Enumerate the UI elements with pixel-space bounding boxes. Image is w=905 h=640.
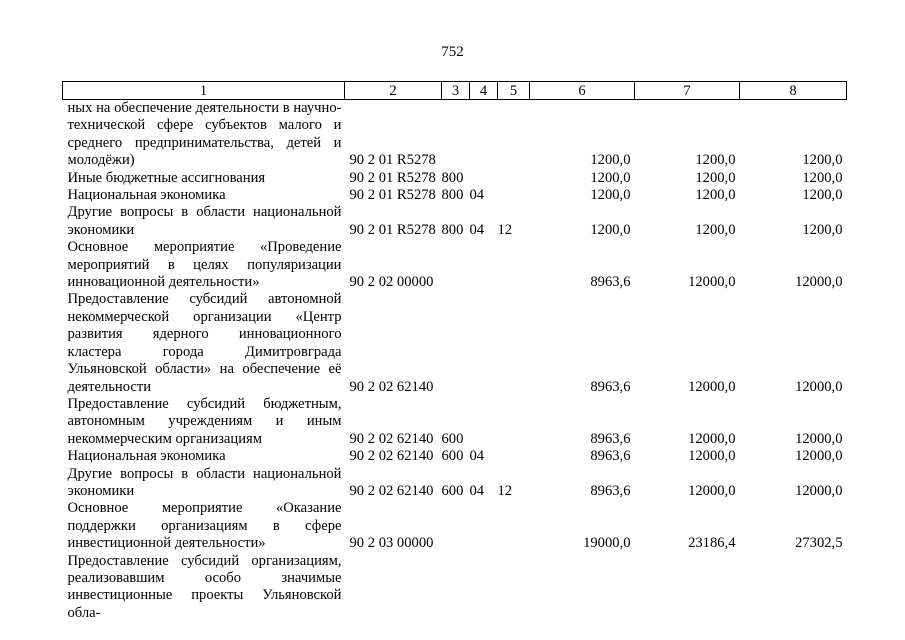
amount-year1-cell: 1200,0: [590, 187, 631, 204]
row-name-cell: Предоставление субсидий автономной некоммерческой организации «Центр развития ядерного инновационного кластера города Димитровграда Ульяновской области» на обеспечение её деятельности: [67, 291, 342, 395]
target-code-cell: 90 2 02 62140: [349, 430, 434, 447]
amount-year1-cell: 8963,6: [590, 430, 631, 447]
amount-year2-cell: 12000,0: [688, 448, 736, 465]
row-name-cell: Основное мероприятие «Проведение мероприятий в целях популяризации инновационной деятельности»: [67, 239, 342, 291]
table-body: [63, 100, 847, 623]
expense-group-cell: 600: [441, 448, 464, 465]
table-row: [63, 170, 847, 187]
amount-year1-cell: 1200,0: [590, 169, 631, 186]
section-cell: [470, 396, 498, 448]
table-row: [63, 553, 847, 623]
target-code-cell: 90 2 01 R5278: [349, 187, 436, 204]
subsection-cell: [498, 396, 530, 448]
table-row: [63, 500, 847, 552]
amount-year2-cell: 12000,0: [688, 430, 736, 447]
amount-year2-cell: 12000,0: [688, 482, 736, 499]
expense-group-cell: [442, 291, 470, 395]
amount-year2-cell: 1200,0: [695, 169, 736, 186]
amount-year1-cell: 8963,6: [590, 448, 631, 465]
amount-year3-cell: 12000,0: [795, 482, 843, 499]
table-row: [63, 239, 847, 291]
amount-year2-cell: 1200,0: [695, 187, 736, 204]
target-code-cell: 90 2 02 62140: [349, 448, 434, 465]
table-row: [63, 204, 847, 239]
row-name-cell: Национальная экономика: [67, 448, 226, 465]
subsection-cell: 12: [497, 482, 513, 499]
amount-year1-cell: 8963,6: [590, 482, 631, 499]
amount-year3-cell: 1200,0: [802, 187, 843, 204]
amount-year3-cell: 1200,0: [802, 152, 843, 169]
target-code-cell: 90 2 01 R5278: [349, 169, 436, 186]
table-row: [63, 100, 847, 170]
subsection-cell: [498, 500, 530, 552]
column-header: 1: [63, 82, 345, 100]
row-name-cell: Национальная экономика: [67, 187, 226, 204]
row-name-cell: Предоставление субсидий организациям, реализовавшим особо значимые инвестиционные проекты Ульяновской обла-: [67, 552, 342, 621]
amount-year3-cell: 1200,0: [802, 169, 843, 186]
column-header: 6: [530, 82, 635, 100]
column-header: 3: [442, 82, 470, 100]
expense-group-cell: 800: [441, 169, 464, 186]
expense-group-cell: 800: [441, 221, 464, 238]
subsection-cell: [498, 239, 530, 291]
table-header: [63, 82, 847, 100]
amount-year2-cell: 23186,4: [688, 535, 736, 552]
column-header: 7: [635, 82, 740, 100]
section-cell: [470, 500, 498, 552]
expense-group-cell: [442, 239, 470, 291]
table-row: [63, 187, 847, 204]
amount-year1-cell: 1200,0: [590, 221, 631, 238]
amount-year1-cell: 19000,0: [583, 535, 631, 552]
target-code-cell: 90 2 01 R5278: [349, 221, 436, 238]
row-name-cell: Другие вопросы в области национальной экономики: [67, 465, 342, 499]
expense-group-cell: 800: [441, 187, 464, 204]
amount-year3-cell: 12000,0: [795, 274, 843, 291]
amount-year2-cell: 12000,0: [688, 378, 736, 395]
target-code-cell: 90 2 02 62140: [349, 482, 434, 499]
row-name-cell: ных на обеспечение деятельности в научно-технической сфере субъектов малого и среднего предпринимательства, детей и молодёжи): [67, 100, 342, 169]
section-cell: [470, 170, 498, 187]
amount-year2-cell: 1200,0: [695, 152, 736, 169]
amount-year1-cell: 1200,0: [590, 152, 631, 169]
amount-year3-cell: 27302,5: [795, 535, 843, 552]
amount-year2-cell: 12000,0: [688, 274, 736, 291]
amount-year2-cell: [635, 553, 740, 623]
table-row: [63, 291, 847, 395]
amount-year3-cell: 12000,0: [795, 378, 843, 395]
table-row: [63, 466, 847, 501]
amount-year1-cell: 8963,6: [590, 274, 631, 291]
amount-year3-cell: 1200,0: [802, 221, 843, 238]
amount-year2-cell: 1200,0: [695, 221, 736, 238]
target-code-cell: 90 2 01 R5278: [349, 152, 436, 169]
subsection-cell: [498, 553, 530, 623]
budget-table: [62, 81, 847, 622]
row-name-cell: Предоставление субсидий бюджетным, автономным учреждениям и иным некоммерческим организациям: [67, 395, 342, 447]
section-cell: [470, 239, 498, 291]
column-header: 8: [740, 82, 847, 100]
page-number: 752: [441, 44, 464, 60]
expense-group-cell: [442, 553, 470, 623]
column-header: 4: [470, 82, 498, 100]
row-name-cell: Иные бюджетные ассигнования: [67, 169, 266, 186]
subsection-cell: [498, 291, 530, 395]
section-cell: [470, 553, 498, 623]
amount-year1-cell: [530, 553, 635, 623]
subsection-cell: 12: [497, 221, 513, 238]
amount-year1-cell: 8963,6: [590, 378, 631, 395]
subsection-cell: [498, 170, 530, 187]
amount-year3-cell: 12000,0: [795, 448, 843, 465]
target-code-cell: 90 2 02 62140: [349, 378, 434, 395]
column-header: 5: [498, 82, 530, 100]
expense-group-cell: 600: [441, 482, 464, 499]
table-row: [63, 396, 847, 448]
section-cell: 04: [469, 187, 485, 204]
expense-group-cell: [442, 100, 470, 170]
section-cell: 04: [469, 448, 485, 465]
row-name-cell: Другие вопросы в области национальной экономики: [67, 204, 342, 238]
subsection-cell: [498, 448, 530, 465]
subsection-cell: [498, 100, 530, 170]
amount-year3-cell: [740, 553, 847, 623]
header-row: [63, 82, 847, 100]
section-cell: 04: [469, 482, 485, 499]
target-code-cell: 90 2 03 00000: [349, 535, 434, 552]
row-name-cell: Основное мероприятие «Оказание поддержки организациям в сфере инвестиционной деятельности»: [67, 500, 342, 552]
table-row: [63, 448, 847, 465]
expense-group-cell: 600: [441, 430, 464, 447]
target-code-cell: [345, 553, 442, 623]
amount-year3-cell: 12000,0: [795, 430, 843, 447]
section-cell: [470, 100, 498, 170]
column-header: 2: [345, 82, 442, 100]
expense-group-cell: [442, 500, 470, 552]
section-cell: 04: [469, 221, 485, 238]
target-code-cell: 90 2 02 00000: [349, 274, 434, 291]
section-cell: [470, 291, 498, 395]
subsection-cell: [498, 187, 530, 204]
